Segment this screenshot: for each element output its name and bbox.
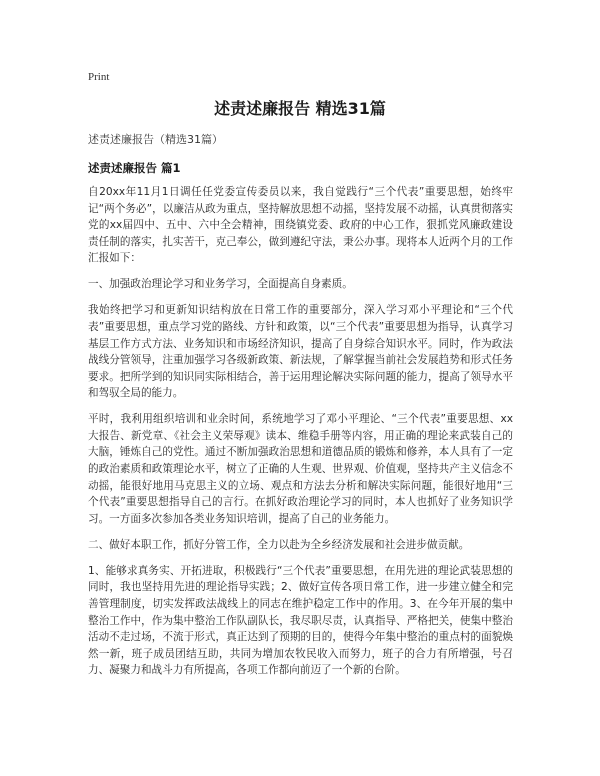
paragraph-intro: 自20xx年11月1日调任任党委宣传委员以来，我自觉践行“三个代表”重要思想，始终牢记“两个务必”，以廉洁从政为重点，坚持解放思想不动摇，坚持发展不动摇，认真贯彻落实党的xx届四中、五中、六中全会精神，围绕镇党委、政府的中心工作，狠抓党风廉政建设责任制的落实，扎实苦干，克己奉公，做到遵纪守法，秉公办事。现将本人近两个月的工作汇报如下： (88, 186, 513, 265)
document-subtitle: 述责述廉报告（精选31篇） (88, 133, 223, 146)
paragraph-heading-two: 二、做好本职工作，抓好分管工作，全力以赴为全乡经济发展和社会进步做贡献。 (88, 538, 470, 551)
paragraph-work: 1、能够求真务实、开拓进取，积极践行“三个代表”重要思想，在用先进的理论武装思想的同时，我也坚持用先进的理论指导实践；2、做好宣传各项日常工作，进一步建立健全和完善管理制度，切实发挥政法战线上的同志在维护稳定工作中的作用。3、在今年开展的集中整治工作中，作为集中整治工作队副队长，我尽职尽责，认真指导、严格把关，使集中整治活动不走过场，不流于形式，真正达到了预期的目的，使得今年集中整治的重点村的面貌焕然一新，班子成员团结互助，共同为增加农牧民收入而努力，班子的合力有所增强，号召力、凝聚力和战斗力有所提高，各项工作都向前迈了一个新的台阶。 (88, 564, 513, 677)
paragraph-training: 平时，我利用组织培训和业余时间，系统地学习了邓小平理论、“三个代表”重要思想、xx大报告、新党章、《社会主义荣辱观》读本、维稳手册等内容，用正确的理论来武装自己的大脑，锤炼自己的党性。通过不断加强政治思想和道德品质的锻炼和修养，本人具有了一定的政治素质和政策理论水平，树立了正确的人生观、世界观、价值观，坚持共产主义信念不动摇，能很好地用马克思主义的立场、观点和方法去分析和解决实际问题，能很好地用“三个代表”重要思想指导自己的言行。在抓好政治理论学习的同时，本人也抓好了业务知识学习。一方面多次参加各类业务知识培训，提高了自己的业务能力。 (88, 413, 513, 525)
paragraph-study: 我始终把学习和更新知识结构放在日常工作的重要部分，深入学习邓小平理论和“三个代表”重要思想，重点学习党的路线、方针和政策，以“三个代表”重要思想为指导，认真学习基层工作方式方法、业务知识和市场经济知识，提高了自身综合知识水平。同时，作为政法战线分管领导，注重加强学习各级新政策、新法规，了解掌握当前社会发展趋势和形式任务要求。把所学到的知识同实际相结合，善于运用理论解决实际问题的能力，提高了领导水平和驾驭全局的能力。 (88, 304, 513, 400)
section-heading: 述责述廉报告 篇1 (88, 161, 181, 175)
print-link[interactable]: Print (88, 71, 110, 83)
page-title: 述责述廉报告 精选31篇 (214, 99, 386, 118)
document-body (88, 184, 513, 688)
paragraph-heading-one: 一、加强政治理论学习和业务学习，全面提高自身素质。 (88, 278, 353, 291)
